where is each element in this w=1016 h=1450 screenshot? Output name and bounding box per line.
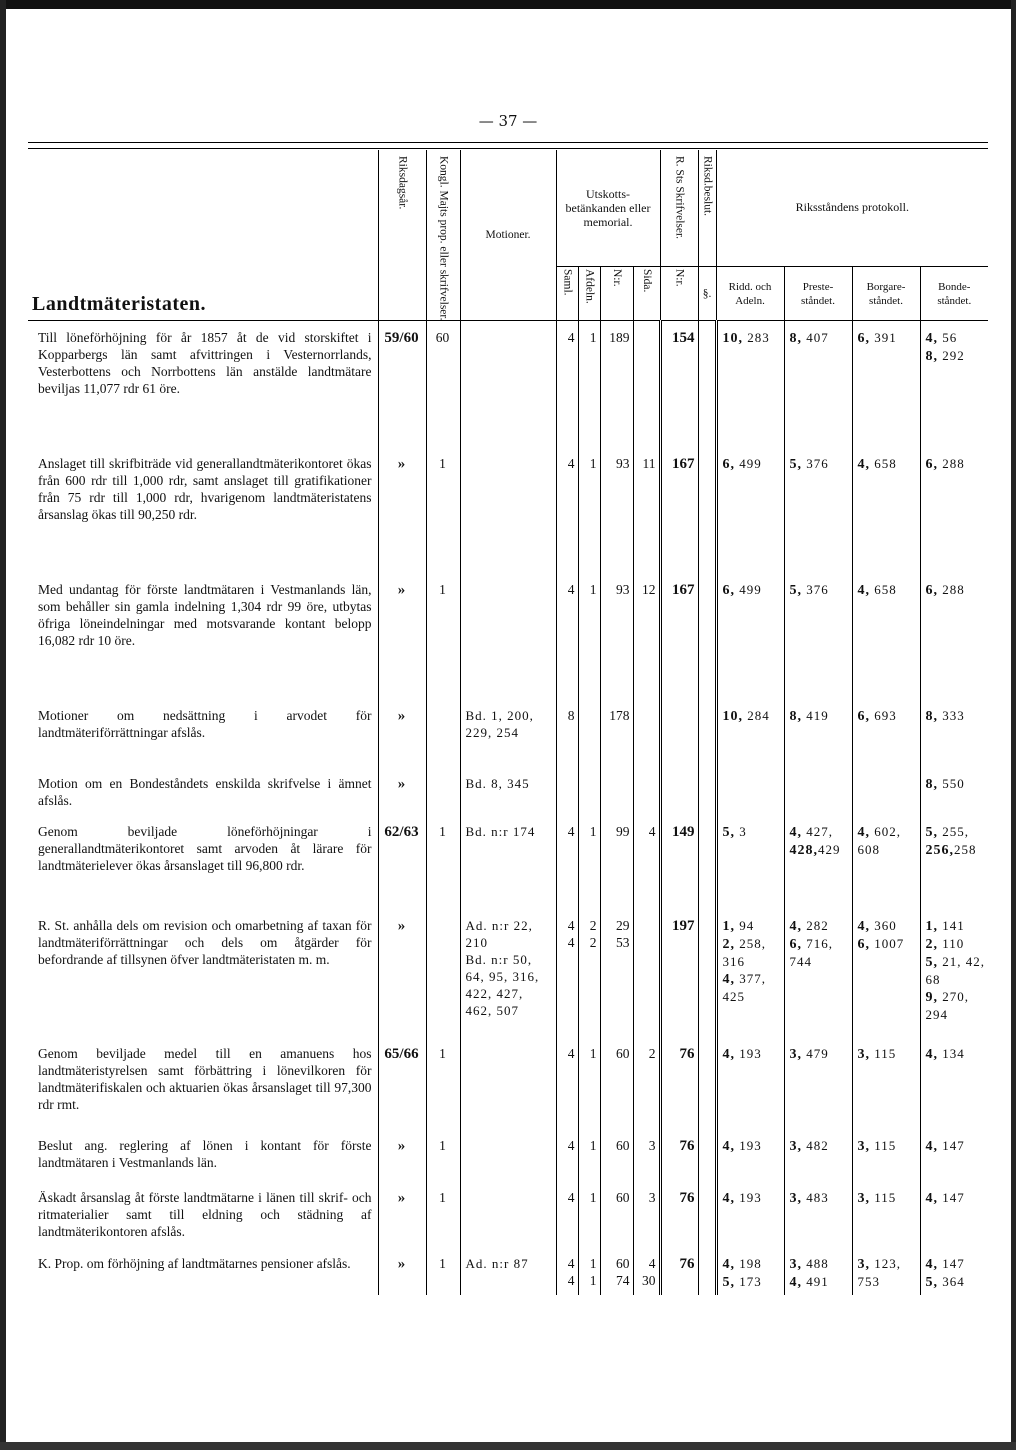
cell-rst: 167 xyxy=(660,573,698,699)
cell-saml: 4 xyxy=(556,573,578,699)
cell-ridd xyxy=(716,767,784,815)
cell-afd: 1 xyxy=(578,321,600,447)
cell-nr: 93 xyxy=(600,573,633,699)
cell-afd: 2 2 xyxy=(578,909,600,1037)
table-row xyxy=(28,1247,988,1295)
cell-par xyxy=(698,573,716,699)
cell-prop xyxy=(426,767,460,815)
table-row xyxy=(28,1129,988,1181)
cell-nr xyxy=(600,767,633,815)
table-row xyxy=(28,573,988,699)
cell-ridd: 10, 284 xyxy=(716,699,784,767)
cell-afd xyxy=(578,767,600,815)
cell-sida: 11 xyxy=(633,447,660,573)
cell-borg: 3, 115 xyxy=(852,1181,920,1247)
cell-year: 59/60 xyxy=(378,321,426,447)
header-riksdagsar: Riksdagsår. xyxy=(378,150,426,321)
cell-prop: 1 xyxy=(426,1181,460,1247)
cell-preste: 4, 427, 428,429 xyxy=(784,815,852,909)
cell-nr: 178 xyxy=(600,699,633,767)
cell-mot xyxy=(460,447,556,573)
header-ridd: Ridd. och Adeln. xyxy=(716,266,784,321)
cell-saml: 4 4 xyxy=(556,1247,578,1295)
cell-par xyxy=(698,699,716,767)
cell-year: » xyxy=(378,767,426,815)
cell-prop: 1 xyxy=(426,447,460,573)
cell-rst: 76 xyxy=(660,1129,698,1181)
cell-par xyxy=(698,909,716,1037)
cell-preste: 3, 479 xyxy=(784,1037,852,1129)
cell-rst: 76 xyxy=(660,1181,698,1247)
table-row xyxy=(28,767,988,815)
cell-ridd: 4, 198 5, 173 xyxy=(716,1247,784,1295)
row-description: Äskadt årsanslag åt förste landtmätarne i länen till skrif- och ritmaterialier samt till eldning och städning af landtmäterikontoren afslås. xyxy=(38,1189,372,1239)
cell-preste xyxy=(784,767,852,815)
row-description: Motioner om nedsättning i arvodet för landtmäteriförrättningar afslås. xyxy=(38,707,372,740)
cell-borg: 3, 115 xyxy=(852,1037,920,1129)
cell-mot: Ad. n:r 87 xyxy=(460,1247,556,1295)
cell-mot: Ad. n:r 22, 210 Bd. n:r 50, 64, 95, 316, 422, 427, 462, 507 xyxy=(460,909,556,1037)
cell-borg xyxy=(852,767,920,815)
scan-border-right xyxy=(1011,0,1016,1450)
cell-sida: 2 xyxy=(633,1037,660,1129)
row-description: Anslaget till skrifbiträde vid generallandtmäterikontoret ökas från 600 rdr till 1,000 rdr, samt anslaget till gratifikationer från 75 rdr till 1,000 rdr, hvarigenom landtmäteristatens årsanslag ökas till 90,250 rdr. xyxy=(38,455,372,522)
table-row xyxy=(28,909,988,1037)
header-bonde: Bonde- ståndet. xyxy=(920,266,988,321)
cell-bonde: 8, 550 xyxy=(920,767,988,815)
header-preste: Preste- ståndet. xyxy=(784,266,852,321)
cell-afd: 1 xyxy=(578,447,600,573)
cell-mot: Bd. n:r 174 xyxy=(460,815,556,909)
table-row xyxy=(28,321,988,447)
cell-mot xyxy=(460,1037,556,1129)
cell-nr: 60 xyxy=(600,1037,633,1129)
cell-preste: 5, 376 xyxy=(784,447,852,573)
cell-afd xyxy=(578,699,600,767)
cell-ridd: 4, 193 xyxy=(716,1129,784,1181)
table-body xyxy=(28,321,988,1295)
header-borgare: Borgare- ståndet. xyxy=(852,266,920,321)
cell-ridd: 6, 499 xyxy=(716,447,784,573)
cell-afd: 1 1 xyxy=(578,1247,600,1295)
cell-par xyxy=(698,447,716,573)
cell-ridd: 5, 3 xyxy=(716,815,784,909)
row-description: K. Prop. om förhöjning af landtmätarnes pensioner afslås. xyxy=(38,1255,351,1271)
header-rule-inner xyxy=(28,148,988,149)
cell-rst xyxy=(660,699,698,767)
cell-prop xyxy=(426,909,460,1037)
cell-borg: 3, 115 xyxy=(852,1129,920,1181)
cell-par xyxy=(698,1181,716,1247)
cell-bonde: 4, 147 xyxy=(920,1181,988,1247)
cell-year: » xyxy=(378,447,426,573)
cell-saml: 4 xyxy=(556,815,578,909)
table-row xyxy=(28,1181,988,1247)
cell-year: » xyxy=(378,699,426,767)
cell-sida xyxy=(633,767,660,815)
header-utskott: Utskotts- betänkanden eller memorial. xyxy=(556,150,660,266)
cell-saml: 8 xyxy=(556,699,578,767)
cell-afd: 1 xyxy=(578,1129,600,1181)
cell-preste: 4, 282 6, 716, 744 xyxy=(784,909,852,1037)
cell-prop: 60 xyxy=(426,321,460,447)
cell-rst: 149 xyxy=(660,815,698,909)
cell-borg: 3, 123, 753 xyxy=(852,1247,920,1295)
scan-border-bottom xyxy=(0,1442,1016,1450)
header-beslut: Riksd.beslut. xyxy=(698,150,716,266)
cell-ridd: 10, 283 xyxy=(716,321,784,447)
register-table xyxy=(28,150,988,1295)
cell-mot xyxy=(460,573,556,699)
cell-sida xyxy=(633,699,660,767)
row-description: R. St. anhålla dels om revision och omarbetning af taxan för landtmäteriförrättningar och dels om åtgärder för befordrande af tillsynen öfver landtmäteristaten m. m. xyxy=(38,917,372,967)
cell-borg: 6, 693 xyxy=(852,699,920,767)
cell-nr: 60 xyxy=(600,1129,633,1181)
page-number: — 37 — xyxy=(478,112,538,130)
cell-saml xyxy=(556,767,578,815)
cell-preste: 8, 407 xyxy=(784,321,852,447)
header-paragraph: §. xyxy=(698,266,716,321)
scan-border-left xyxy=(0,0,6,1450)
row-description: Beslut ang. reglering af lönen i kontant för förste landtmätaren i Vestmanlands län. xyxy=(38,1137,372,1170)
cell-nr: 29 53 xyxy=(600,909,633,1037)
cell-prop: 1 xyxy=(426,1247,460,1295)
header-motioner: Motioner. xyxy=(460,150,556,321)
cell-nr: 189 xyxy=(600,321,633,447)
cell-ridd: 4, 193 xyxy=(716,1037,784,1129)
cell-sida: 3 xyxy=(633,1129,660,1181)
cell-borg: 4, 658 xyxy=(852,573,920,699)
cell-rst: 154 xyxy=(660,321,698,447)
cell-borg: 4, 658 xyxy=(852,447,920,573)
cell-saml: 4 xyxy=(556,447,578,573)
cell-afd: 1 xyxy=(578,1037,600,1129)
cell-bonde: 1, 141 2, 110 5, 21, 42, 68 9, 270, 294 xyxy=(920,909,988,1037)
cell-par xyxy=(698,1129,716,1181)
cell-rst: 76 xyxy=(660,1247,698,1295)
cell-saml: 4 xyxy=(556,321,578,447)
cell-year: 62/63 xyxy=(378,815,426,909)
cell-rst: 76 xyxy=(660,1037,698,1129)
table-row xyxy=(28,699,988,767)
cell-preste: 3, 488 4, 491 xyxy=(784,1247,852,1295)
cell-mot: Bd. 8, 345 xyxy=(460,767,556,815)
cell-prop: 1 xyxy=(426,573,460,699)
cell-preste: 8, 419 xyxy=(784,699,852,767)
header-afdeln: Afdeln. xyxy=(578,266,600,321)
cell-bonde: 4, 56 8, 292 xyxy=(920,321,988,447)
cell-year: 65/66 xyxy=(378,1037,426,1129)
cell-afd: 1 xyxy=(578,815,600,909)
cell-mot xyxy=(460,1129,556,1181)
cell-bonde: 4, 147 5, 364 xyxy=(920,1247,988,1295)
cell-sida xyxy=(633,909,660,1037)
cell-prop: 1 xyxy=(426,1037,460,1129)
cell-year: » xyxy=(378,573,426,699)
cell-par xyxy=(698,767,716,815)
row-description: Med undantag för förste landtmätaren i Vestmanlands län, som behåller sin gamla indelning 1,304 rdr 99 öre, utbytas öfriga löneindelningar med motsvarande kontant belopp 16,082 rdr 10 öre. xyxy=(38,581,372,648)
table-row xyxy=(28,447,988,573)
cell-afd: 1 xyxy=(578,573,600,699)
cell-bonde: 4, 147 xyxy=(920,1129,988,1181)
header-saml: Saml. xyxy=(556,266,578,321)
cell-par xyxy=(698,321,716,447)
cell-ridd: 1, 94 2, 258, 316 4, 377, 425 xyxy=(716,909,784,1037)
cell-par xyxy=(698,815,716,909)
cell-borg: 4, 602, 608 xyxy=(852,815,920,909)
cell-rst: 167 xyxy=(660,447,698,573)
cell-prop: 1 xyxy=(426,1129,460,1181)
header-rsts: R. Sts Skrifvelser. xyxy=(660,150,698,266)
cell-par xyxy=(698,1247,716,1295)
header-rule xyxy=(28,142,988,143)
cell-bonde: 6, 288 xyxy=(920,447,988,573)
cell-rst xyxy=(660,767,698,815)
cell-nr: 60 74 xyxy=(600,1247,633,1295)
table-row xyxy=(28,815,988,909)
cell-borg: 4, 360 6, 1007 xyxy=(852,909,920,1037)
cell-afd: 1 xyxy=(578,1181,600,1247)
cell-borg: 6, 391 xyxy=(852,321,920,447)
row-description: Genom beviljade löneförhöjningar i generallandtmäterikontoret samt arvoden åt lärare för landtmäterielever ökas årsanslaget till 96,800 rdr. xyxy=(38,823,372,873)
header-protokoll: Riksståndens protokoll. xyxy=(716,150,988,266)
cell-preste: 3, 483 xyxy=(784,1181,852,1247)
cell-preste: 5, 376 xyxy=(784,573,852,699)
cell-ridd: 4, 193 xyxy=(716,1181,784,1247)
cell-year: » xyxy=(378,1181,426,1247)
cell-mot xyxy=(460,321,556,447)
cell-preste: 3, 482 xyxy=(784,1129,852,1181)
cell-sida xyxy=(633,321,660,447)
cell-nr: 99 xyxy=(600,815,633,909)
header-nr: N:r. xyxy=(600,266,633,321)
cell-mot xyxy=(460,1181,556,1247)
header-sida: Sida. xyxy=(633,266,660,321)
cell-rst: 197 xyxy=(660,909,698,1037)
cell-sida: 3 xyxy=(633,1181,660,1247)
cell-sida: 4 xyxy=(633,815,660,909)
row-description: Genom beviljade medel till en amanuens hos landtmäteristyrelsen samt förbättring i lönevilkoren för landtmäterifiskalen och aktuarien ökas årsanslaget till 97,300 rdr rmt. xyxy=(38,1045,372,1112)
header-rsts-nr: N:r. xyxy=(660,266,698,321)
cell-bonde: 5, 255, 256,258 xyxy=(920,815,988,909)
cell-saml: 4 4 xyxy=(556,909,578,1037)
cell-par xyxy=(698,1037,716,1129)
cell-mot: Bd. 1, 200, 229, 254 xyxy=(460,699,556,767)
cell-year: » xyxy=(378,1247,426,1295)
cell-year: » xyxy=(378,909,426,1037)
cell-sida: 4 30 xyxy=(633,1247,660,1295)
cell-bonde: 8, 333 xyxy=(920,699,988,767)
cell-year: » xyxy=(378,1129,426,1181)
table-row xyxy=(28,1037,988,1129)
header-prop: Kongl. Majts prop. eller skrifvelser. xyxy=(426,150,460,321)
cell-prop xyxy=(426,699,460,767)
cell-bonde: 6, 288 xyxy=(920,573,988,699)
cell-nr: 93 xyxy=(600,447,633,573)
cell-ridd: 6, 499 xyxy=(716,573,784,699)
cell-sida: 12 xyxy=(633,573,660,699)
cell-bonde: 4, 134 xyxy=(920,1037,988,1129)
cell-prop: 1 xyxy=(426,815,460,909)
section-title: Landtmäteristaten. xyxy=(32,293,206,316)
row-description: Till löneförhöjning för år 1857 åt de vid storskiftet i Kopparbergs län samt afvittringen i Vesternorrlands, Vesterbottens och Norrbottens län anstälde landtmätare beviljas 11,077 rdr 61 öre. xyxy=(38,330,372,397)
cell-saml: 4 xyxy=(556,1037,578,1129)
cell-saml: 4 xyxy=(556,1181,578,1247)
section-header-cell xyxy=(28,150,378,321)
scan-border-top xyxy=(0,0,1016,9)
cell-saml: 4 xyxy=(556,1129,578,1181)
cell-nr: 60 xyxy=(600,1181,633,1247)
row-description: Motion om en Bondeståndets enskilda skrifvelse i ämnet afslås. xyxy=(38,775,372,808)
